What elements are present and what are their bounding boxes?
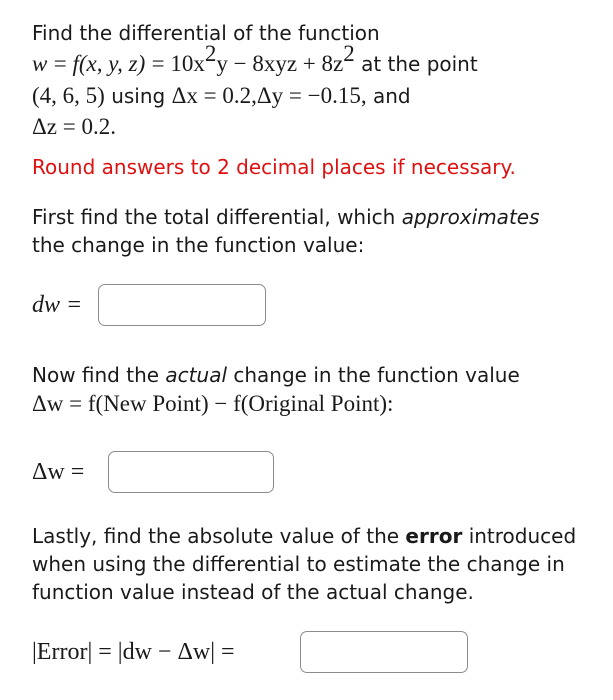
part3-text-line2: when using the differential to estimate the change in [32,552,565,576]
exponent-z: 2 [343,41,355,67]
part1-text-line2: the change in the function value: [32,233,365,257]
point: (4, 6, 5) [32,83,105,108]
using-text: using [111,84,166,108]
error-label: |Error| = |dw − Δw| = [32,639,235,665]
at-point-text: at the point [361,52,478,76]
part1-text-line1: First find the total differential, which approximates [32,205,540,229]
part3-text-line3: function value instead of the actual change. [32,580,474,604]
dw-label: dw = [32,292,83,318]
rounding-instruction: Round answers to 2 decimal places if necessary. [32,155,516,179]
delta-z-line [32,114,116,140]
delta-w-label: Δw = [32,459,85,485]
delta-x: Δx = 0.2, [171,83,257,108]
error-answer-input[interactable] [300,631,468,673]
dw-answer-input[interactable] [98,284,266,326]
part2-text-line1: Now find the actual change in the function value [32,363,520,387]
func-expr-a: 10x [170,51,205,76]
delta-w-answer-input[interactable] [108,451,274,493]
part2-formula: Δw = f(New Point) − f(Original Point): [32,391,394,416]
func-mid: f(x, y, z) [72,51,146,76]
func-lhs: w [32,51,48,76]
exponent-x: 2 [204,41,217,67]
delta-z: Δz = 0.2. [32,114,116,139]
problem-intro: Find the differential of the function [32,21,380,45]
function-definition: w = f(x, y, $z) = 10x^2y - 8xyz + 8z^2$ at the point [32,41,478,76]
and-text: and [372,84,411,108]
func-expr-b: y − 8xyz + 8z [216,51,344,76]
part3-text-line1: Lastly, find the absolute value of the error introduced [32,524,577,548]
point-line [32,83,411,109]
delta-y: Δy = −0.15, [256,83,367,108]
